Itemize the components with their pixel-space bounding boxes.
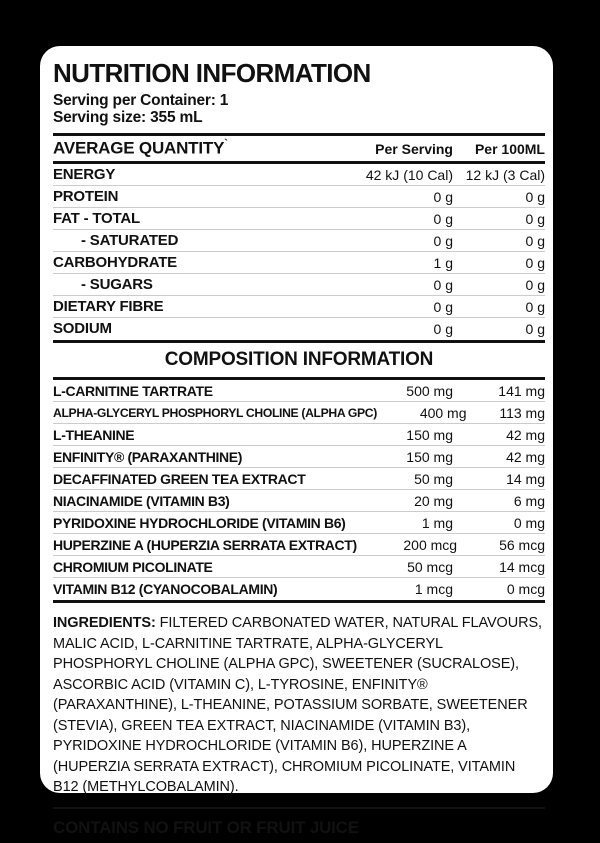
row-per-serving: 42 kJ (10 Cal): [365, 166, 453, 183]
row-per-serving: 50 mg: [414, 470, 453, 487]
row-per-100ml: 0 g: [525, 254, 545, 271]
row-name: HUPERZINE A (HUPERZIA SERRATA EXTRACT): [53, 536, 357, 553]
row-name: ENFINITY® (PARAXANTHINE): [53, 448, 243, 465]
row-per-100ml: 42 mg: [506, 426, 545, 443]
ingredients-paragraph: [53, 613, 545, 798]
table-row: [53, 556, 545, 578]
footer-note: CONTAINS NO FRUIT OR FRUIT JUICE: [53, 817, 359, 837]
row-per-serving: 0 g: [433, 298, 453, 315]
table-row: [53, 296, 545, 318]
row-name: - SATURATED: [81, 232, 179, 249]
row-per-serving: 400 mg: [419, 404, 467, 421]
row-name: CHROMIUM PICOLINATE: [53, 558, 213, 575]
row-per-serving: 200 mcg: [403, 536, 458, 553]
table-row: [53, 274, 545, 296]
table-row: [53, 424, 545, 446]
row-name: ENERGY: [53, 166, 116, 183]
table-row: [53, 164, 545, 186]
row-name: VITAMIN B12 (CYANOCOBALAMIN): [53, 580, 278, 597]
row-per-serving: 20 mg: [414, 492, 453, 509]
row-per-serving: 0 g: [433, 232, 453, 249]
row-name: FAT - TOTAL: [53, 210, 140, 227]
table-row: [53, 490, 545, 512]
row-name: - SUGARS: [81, 276, 153, 293]
row-per-serving: 0 g: [433, 276, 453, 293]
row-name: ALPHA-GLYCERYL PHOSPHORYL CHOLINE (ALPHA GPC): [53, 405, 377, 420]
average-quantity-mark: `: [224, 138, 228, 151]
row-per-100ml: 14 mcg: [499, 558, 545, 575]
row-per-serving: 50 mcg: [407, 558, 453, 575]
row-per-100ml: 0 g: [525, 320, 545, 337]
row-per-serving: 500 mg: [406, 382, 453, 399]
table-row: [53, 446, 545, 468]
serving-per-container: Serving per Container: 1: [53, 92, 229, 109]
row-per-100ml: 0 g: [525, 188, 545, 205]
table-row: [53, 512, 545, 534]
nutrition-label-card: [40, 46, 553, 837]
row-name: L-THEANINE: [53, 426, 135, 443]
ingredients-text: FILTERED CARBONATED WATER, NATURAL FLAVOURS, MALIC ACID, L-CARNITINE TARTRATE, ALPHA-GLYCERYL PHOSPHORYL CHOLINE (ALPHA GPC), SWEETENER (SUCRALOSE), ASCORBIC ACID (VITAMIN C), L-TYROSINE, ENFINITY® (PARAXANTHINE), L-THEANINE, POTASSIUM SORBATE, SWEETENER (STEVIA), GREEN TEA EXTRACT, NIACINAMIDE (VITAMIN B3), PYRIDOXINE HYDROCHLORIDE (VITAMIN B6), HUPERZINE A (HUPERZIA SERRATA EXTRACT), CHROMIUM PICOLINATE, VITAMIN B12 (METHYLCOBALAMIN).: [53, 615, 542, 795]
serving-size: Serving size: 355 mL: [53, 109, 203, 126]
row-per-100ml: 113 mg: [499, 404, 545, 421]
ingredients-label: INGREDIENTS:: [53, 615, 156, 631]
row-name: PROTEIN: [53, 188, 119, 205]
col-header-per-100ml: Per 100ML: [474, 140, 545, 157]
row-per-serving: 1 g: [433, 254, 453, 271]
page-title: NUTRITION INFORMATION: [53, 58, 371, 88]
row-per-serving: 150 mg: [406, 426, 453, 443]
table-row: [53, 468, 545, 490]
row-per-serving: 150 mg: [406, 448, 453, 465]
composition-table: [53, 380, 545, 599]
row-per-100ml: 14 mg: [506, 470, 545, 487]
divider: [53, 600, 545, 603]
row-per-serving: 0 g: [433, 210, 453, 227]
row-per-100ml: 0 g: [525, 210, 545, 227]
row-name: L-CARNITINE TARTRATE: [53, 382, 213, 399]
table-row: [53, 230, 545, 252]
row-per-serving: 0 g: [433, 188, 453, 205]
row-per-serving: 1 mg: [421, 514, 453, 531]
row-per-100ml: 0 g: [525, 298, 545, 315]
row-name: CARBOHYDRATE: [53, 254, 177, 271]
row-per-100ml: 141 mg: [498, 382, 545, 399]
table-row: [53, 208, 545, 230]
table-row: [53, 186, 545, 208]
row-per-100ml: 0 g: [525, 232, 545, 249]
table-row: [53, 318, 545, 339]
row-per-serving: 0 g: [433, 320, 453, 337]
row-name: DECAFFINATED GREEN TEA EXTRACT: [53, 470, 306, 487]
average-quantity-text: AVERAGE QUANTITY: [53, 138, 225, 158]
row-name: SODIUM: [53, 320, 112, 337]
row-per-100ml: 0 mg: [513, 514, 545, 531]
row-name: PYRIDOXINE HYDROCHLORIDE (VITAMIN B6): [53, 514, 346, 531]
row-per-serving: 1 mcg: [414, 580, 453, 597]
row-per-100ml: 0 mcg: [506, 580, 545, 597]
table-row: [53, 534, 545, 556]
col-header-per-serving: Per Serving: [375, 140, 453, 157]
row-name: DIETARY FIBRE: [53, 298, 164, 315]
row-per-100ml: 42 mg: [506, 448, 545, 465]
average-quantity-label: [53, 138, 348, 159]
table-row: [53, 578, 545, 599]
nutrition-table-header: [53, 136, 545, 161]
composition-title: COMPOSITION INFORMATION: [164, 349, 434, 370]
table-row: [53, 402, 545, 424]
row-per-100ml: 56 mcg: [499, 536, 545, 553]
table-row: [53, 380, 545, 402]
table-row: [53, 252, 545, 274]
row-per-100ml: 6 mg: [513, 492, 545, 509]
row-per-100ml: 0 g: [525, 276, 545, 293]
row-name: NIACINAMIDE (VITAMIN B3): [53, 492, 230, 509]
nutrition-table: [53, 164, 545, 339]
row-per-100ml: 12 kJ (3 Cal): [465, 166, 545, 183]
